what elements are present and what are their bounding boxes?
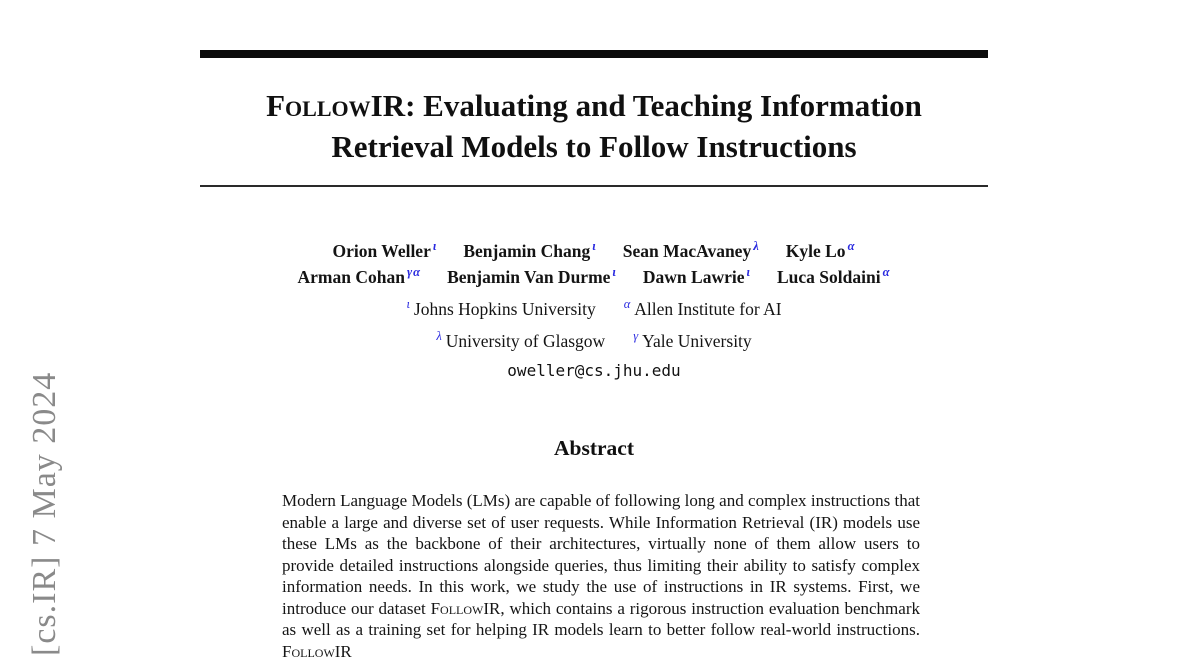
author-affiliation-sup: α bbox=[882, 265, 891, 279]
author-affiliation-sup: ι bbox=[592, 239, 597, 253]
author-affiliation-sup: λ bbox=[753, 239, 760, 253]
affiliation bbox=[624, 299, 782, 319]
authors-row-2 bbox=[180, 267, 1008, 288]
affiliation-sup: α bbox=[623, 297, 632, 311]
author bbox=[786, 241, 856, 261]
affiliation-name: Allen Institute for AI bbox=[634, 299, 782, 319]
affiliations-row-2 bbox=[180, 331, 1008, 352]
author-affiliation-sup: ι bbox=[432, 239, 438, 253]
abstract-segment: Modern Language Models (LMs) are capable of following long and complex instructions that enable a large and diverse set of user requests. While Information Retrieval (IR) models use these LMs as the backbone of their architectures, virtually none of them allow users to provide detailed instructions alongside queries, thus limiting their ability to satisfy complex information needs. In this work, we study the use of instructions in IR systems. First, we introduce our dataset bbox=[282, 491, 920, 618]
affiliations-row-1 bbox=[180, 299, 1008, 320]
author-name: Sean MacAvaney bbox=[622, 241, 752, 261]
affiliation-sup: ι bbox=[406, 297, 411, 311]
author-name: Luca Soldaini bbox=[776, 267, 881, 287]
authors-row-1 bbox=[180, 241, 1008, 262]
author-name: Orion Weller bbox=[332, 241, 431, 261]
author bbox=[333, 241, 438, 261]
title-rule-top bbox=[200, 50, 988, 58]
author-affiliation-sup: ι bbox=[612, 265, 617, 279]
author-name: Kyle Lo bbox=[785, 241, 846, 261]
author-name: Benjamin Chang bbox=[463, 241, 591, 261]
abstract-heading: Abstract bbox=[553, 436, 634, 460]
author bbox=[643, 267, 751, 287]
author-affiliation-sup: γα bbox=[406, 265, 422, 279]
abstract-segment: , which contains a rigorous instruction evaluation benchmark as well as a training set for helping IR models learn to better follow real-world instructions. bbox=[282, 598, 920, 639]
author bbox=[447, 267, 617, 287]
affiliation-name: Yale University bbox=[642, 331, 752, 351]
title-line1-rest: IR: Evaluating and Teaching Information bbox=[370, 88, 922, 123]
author-affiliation-sup: α bbox=[847, 239, 856, 253]
abstract-followir-smallcaps: FollowIR bbox=[282, 641, 352, 661]
paper-title bbox=[180, 85, 1008, 167]
title-line2: Retrieval Models to Follow Instructions bbox=[331, 129, 857, 164]
abstract-text bbox=[282, 490, 920, 662]
author bbox=[623, 241, 760, 261]
email-link[interactable]: oweller@cs.jhu.edu bbox=[507, 361, 681, 380]
author bbox=[463, 241, 596, 261]
affiliation bbox=[633, 331, 751, 351]
affiliation bbox=[406, 299, 595, 319]
abstract-followir-smallcaps: FollowIR bbox=[430, 598, 501, 618]
author-name: Benjamin Van Durme bbox=[447, 267, 611, 287]
affiliation-name: University of Glasgow bbox=[445, 331, 606, 351]
arxiv-watermark: [cs.IR] 7 May 2024 bbox=[26, 371, 63, 656]
affiliation-sup: γ bbox=[633, 329, 640, 343]
title-line1 bbox=[266, 88, 922, 123]
author bbox=[777, 267, 891, 287]
title-rule-bottom bbox=[200, 185, 988, 187]
author-affiliation-sup: ι bbox=[746, 265, 751, 279]
affiliation-sup: λ bbox=[436, 329, 443, 343]
affiliation bbox=[436, 331, 605, 351]
author-name: Dawn Lawrie bbox=[642, 267, 745, 287]
affiliation-name: Johns Hopkins University bbox=[413, 299, 596, 319]
author-name: Arman Cohan bbox=[297, 267, 405, 287]
author bbox=[297, 267, 421, 287]
contact-row bbox=[180, 361, 1008, 381]
title-smallcaps-followir: Follow bbox=[266, 88, 371, 123]
